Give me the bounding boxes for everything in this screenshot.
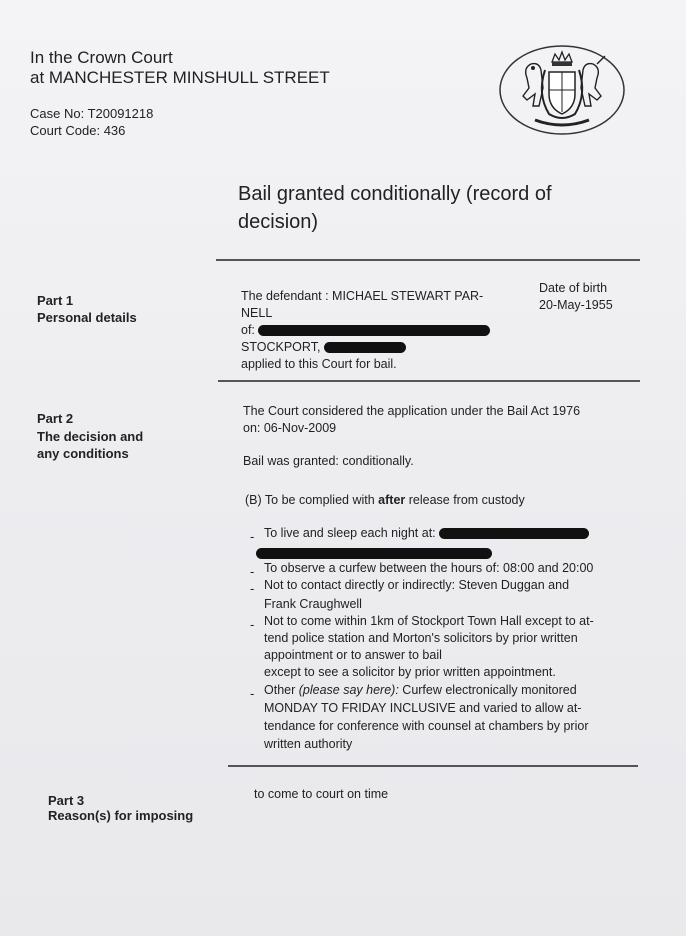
divider bbox=[228, 765, 638, 767]
condition-other-line4: written authority bbox=[264, 737, 353, 751]
redaction-mark bbox=[439, 528, 589, 539]
condition-residence: To live and sleep each night at: bbox=[264, 525, 589, 542]
bullet: - bbox=[250, 529, 255, 544]
condition-no-contact-line2: Frank Craughwell bbox=[264, 597, 362, 611]
divider bbox=[216, 259, 640, 261]
document-title: Bail granted conditionally (record of decision) bbox=[238, 183, 552, 233]
part2-name-line1: The decision and bbox=[37, 429, 144, 444]
considered-line2: on: 06-Nov-2009 bbox=[243, 421, 337, 435]
address-line2 bbox=[241, 339, 406, 356]
condition-no-contact-line1: Not to contact directly or indirectly: Steven Duggan and bbox=[264, 578, 570, 592]
of-label: of: bbox=[241, 323, 255, 337]
case-number: Case No: T20091218 bbox=[30, 106, 154, 121]
dob-value: 20-May-1955 bbox=[539, 298, 613, 312]
defendant-line2: NELL bbox=[241, 306, 273, 320]
royal-coat-of-arms-icon bbox=[497, 44, 627, 136]
redaction-mark bbox=[258, 325, 490, 336]
bail-granted: Bail was granted: conditionally. bbox=[243, 454, 414, 468]
condition-exclusion-line1: Not to come within 1km of Stockport Town Hall except to at- bbox=[264, 614, 594, 628]
part2-name-line2: any conditions bbox=[37, 446, 129, 461]
bullet: - bbox=[250, 686, 255, 701]
bullet: - bbox=[250, 617, 255, 632]
condition-intro: (B) To be complied with after release from custody bbox=[245, 493, 525, 507]
part3-number: Part 3 bbox=[48, 793, 85, 808]
condition-curfew: To observe a curfew between the hours of: 08:00 and 20:00 bbox=[264, 561, 594, 575]
bullet: - bbox=[250, 564, 255, 579]
court-name: In the Crown Court bbox=[30, 48, 173, 67]
divider bbox=[218, 380, 640, 382]
part3-name: Reason(s) for imposing bbox=[48, 808, 194, 823]
part1-name: Personal details bbox=[37, 310, 137, 325]
bullet: - bbox=[250, 581, 255, 596]
condition-other-line2: MONDAY TO FRIDAY INCLUSIVE and varied to allow at- bbox=[264, 701, 582, 715]
part1-number: Part 1 bbox=[37, 293, 74, 308]
dob-label: Date of birth bbox=[539, 281, 608, 295]
defendant-line1: The defendant : MICHAEL STEWART PAR- bbox=[241, 289, 484, 303]
address-line1 bbox=[241, 322, 490, 339]
redaction-mark bbox=[324, 342, 406, 353]
reason-text: to come to court on time bbox=[254, 787, 389, 801]
considered-line1: The Court considered the application under the Bail Act 1976 bbox=[243, 404, 581, 418]
applied-text: applied to this Court for bail. bbox=[241, 357, 397, 371]
condition-exclusion-line4: except to see a solicitor by prior written appointment. bbox=[264, 665, 556, 679]
condition-other-line1: Other (please say here): Curfew electronically monitored bbox=[264, 683, 577, 697]
court-location: at MANCHESTER MINSHULL STREET bbox=[30, 68, 330, 87]
condition-other-line3: tendance for conference with counsel at chambers by prior bbox=[264, 719, 589, 733]
part2-number: Part 2 bbox=[37, 411, 74, 426]
address-town: STOCKPORT, bbox=[241, 340, 321, 354]
court-code: Court Code: 436 bbox=[30, 123, 126, 138]
condition-exclusion-line2: tend police station and Morton's solicitors by prior written bbox=[264, 631, 578, 645]
condition-exclusion-line3: appointment or to answer to bail bbox=[264, 648, 442, 662]
